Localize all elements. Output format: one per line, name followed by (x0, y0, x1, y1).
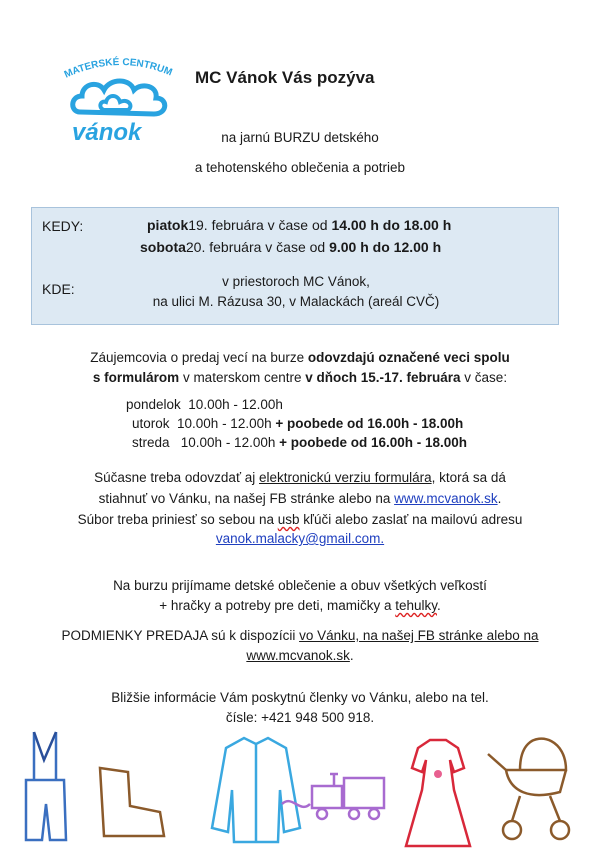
date-saturday: sobota20. februára v čase od 9.00 h do 12.00 h (140, 239, 442, 255)
form-line-2: stiahnuť vo Vánku, na našej FB stránke alebo na www.mcvanok.sk. (98, 491, 502, 506)
schedule (126, 395, 467, 452)
conditions-link[interactable]: vo Vánku, na našej FB stránke alebo na (299, 628, 539, 643)
form-line-3: Súbor treba priniesť so sebou na usb kľúči alebo zaslať na mailovú adresu (77, 512, 523, 527)
place-line-1: v priestoroch MC Vánok, (222, 274, 370, 289)
conditions-line-2: www.mcvanok.sk. (246, 648, 354, 663)
email-link[interactable]: vanok.malacky@gmail.com. (215, 531, 385, 546)
logo-name: vánok (72, 119, 142, 146)
date-friday: piatok19. februára v čase od 14.00 h do 18.00 h (147, 217, 452, 233)
page-title: MC Vánok Vás pozýva (195, 68, 375, 87)
form-line-4 (0, 529, 600, 548)
decorative-drawings (0, 720, 600, 851)
kedy-label: KEDY: (42, 218, 84, 234)
schedule-monday: pondelok 10.00h - 12.00h (126, 397, 283, 412)
intro-line-1: na jarnú BURZU detského (221, 130, 379, 145)
conditions-line-1: PODMIENKY PREDAJA sú k dispozícii vo Vánku, na našej FB stránke alebo na (61, 628, 539, 643)
sellers-line-1: Záujemcovia o predaj vecí na burze odovzdajú označené veci spolu (90, 350, 510, 365)
accepted-line-1: Na burzu prijímame detské oblečenie a obuv všetkých veľkostí (113, 578, 487, 593)
intro-line-2: a tehotenského oblečenia a potrieb (194, 160, 406, 175)
boot-icon (100, 768, 164, 836)
jacket-icon (212, 738, 300, 842)
kde-label: KDE: (42, 281, 75, 297)
logo-top-text: MATERSKÉ CENTRUM (62, 56, 174, 81)
website-link[interactable]: www.mcvanok.sk (394, 491, 498, 506)
sellers-line-2: s formulárom v materskom centre v dňoch 15.-17. februára v čase: (92, 370, 508, 385)
contact-line-2: čísle: +421 948 500 918. (225, 710, 375, 725)
conditions-website-link[interactable]: www.mcvanok.sk (246, 648, 350, 663)
schedule-wednesday: streda 10.00h - 12.00h + poobede od 16.00h - 18.00h (132, 435, 468, 450)
stroller-icon (488, 739, 569, 839)
contact-line-1: Bližšie informácie Vám poskytnú členky vo Vánku, alebo na tel. (111, 690, 489, 705)
place-line-2: na ulici M. Rázusa 30, v Malackách (areál CVČ) (152, 294, 440, 309)
accepted-line-2: + hračky a potreby pre deti, mamičky a tehulky. (159, 598, 441, 613)
form-line-1: Súčasne treba odovzdať aj elektronickú verziu formulára, ktorá sa dá (94, 470, 506, 485)
overalls-icon (26, 732, 66, 840)
svg-text:MATERSKÉ CENTRUM (63, 55, 174, 81)
schedule-tuesday: utorok 10.00h - 12.00h + poobede od 16.00h - 18.00h (132, 416, 464, 431)
dress-icon (406, 740, 470, 846)
when-where-box (31, 207, 559, 325)
